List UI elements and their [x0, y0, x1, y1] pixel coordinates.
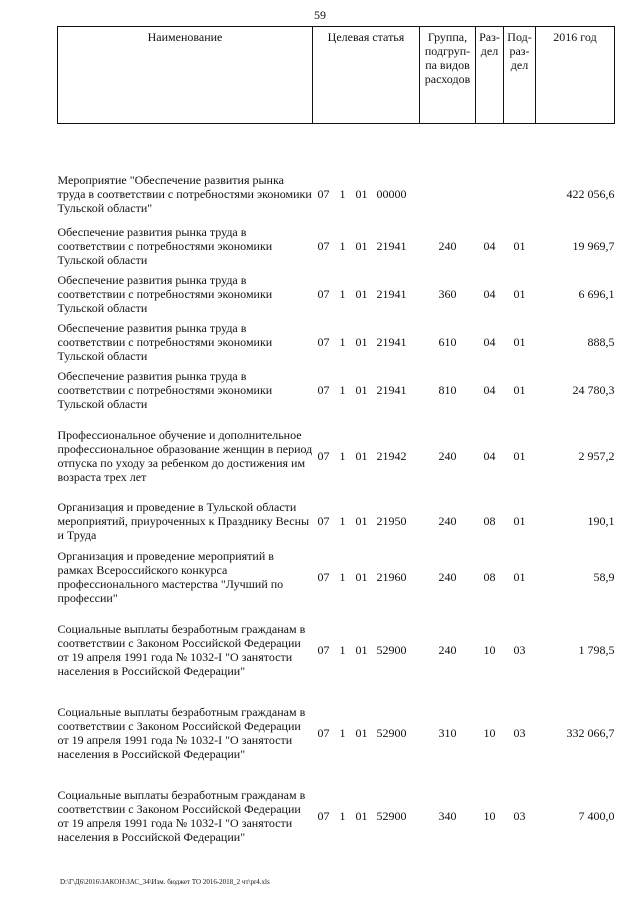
- page-number: 59: [314, 8, 326, 22]
- row-group: 240: [438, 239, 457, 253]
- target-code-part: 21942: [376, 448, 407, 463]
- row-name: Обеспечение развития рынка труда в соответствии с потребностями экономики Тульской области: [57, 321, 273, 363]
- target-code-part: 07: [317, 570, 330, 584]
- row-section: [476, 166, 504, 222]
- target-code-part: 1: [339, 514, 346, 528]
- table-row: [58, 222, 615, 270]
- target-code-part: 01: [355, 808, 368, 823]
- row-target-code: [313, 270, 420, 318]
- row-target-code: [313, 166, 420, 222]
- row-name: Организация и проведение в Тульской области мероприятий, приуроченных к Празднику Весны и Труда: [57, 500, 310, 542]
- table-body: [58, 124, 615, 858]
- row-section: 10: [483, 808, 496, 823]
- target-code-part: 01: [355, 287, 368, 301]
- target-code-part: 1: [339, 570, 346, 584]
- row-name: Мероприятие "Обеспечение развития рынка труда в соответствии с потребностями экономики Тульской области": [57, 173, 312, 215]
- target-code-part: 21960: [376, 570, 407, 584]
- table-row: [58, 166, 615, 222]
- table-row: [58, 609, 615, 691]
- row-amount: 888,5: [587, 335, 615, 349]
- target-code-part: 52900: [376, 725, 407, 740]
- row-amount: 7 400,0: [578, 808, 615, 823]
- row-group: 240: [438, 570, 457, 584]
- target-code-part: 07: [317, 725, 330, 740]
- row-group: 310: [438, 725, 457, 740]
- target-code-part: 01: [355, 570, 368, 584]
- row-amount: 422 056,6: [566, 187, 615, 201]
- row-subsection: 01: [513, 514, 526, 528]
- target-code-part: 52900: [376, 808, 407, 823]
- row-subsection: 03: [513, 808, 526, 823]
- target-code-part: 01: [355, 383, 368, 397]
- row-name: Обеспечение развития рынка труда в соответствии с потребностями экономики Тульской области: [57, 273, 273, 315]
- target-code-part: 1: [339, 448, 346, 463]
- row-section: 04: [483, 383, 496, 397]
- row-group: 240: [438, 643, 457, 657]
- row-section: 04: [483, 335, 496, 349]
- row-amount: 6 696,1: [578, 287, 615, 301]
- row-section: 10: [483, 725, 496, 740]
- row-target-code: [313, 366, 420, 414]
- footer-file-path: D:\Г\Д6\2016\ЗАКОН\ЗАС_34\Изм. бюджет ТО 2016-2018_2 чт\pr4.xls: [60, 878, 270, 886]
- row-section: 10: [483, 643, 496, 657]
- row-name: Социальные выплаты безработным гражданам в соответствии с Законом Российской Федерации от 19 апреля 1991 года № 1032-I "О занятости населения в Российской Федерации": [57, 622, 306, 678]
- target-code-part: 07: [317, 448, 330, 463]
- target-code-part: 01: [355, 187, 368, 201]
- target-code-part: 07: [317, 335, 330, 349]
- target-code-part: 01: [355, 514, 368, 528]
- target-code-part: 1: [339, 383, 346, 397]
- row-section: 04: [483, 287, 496, 301]
- target-code-part: 21941: [376, 335, 407, 349]
- target-code-part: 1: [339, 725, 346, 740]
- target-code-part: 00000: [376, 187, 407, 201]
- row-target-code: [313, 691, 420, 774]
- row-amount: 19 969,7: [572, 239, 615, 253]
- row-amount: 58,9: [593, 570, 615, 584]
- row-name: Профессиональное обучение и дополнительное профессиональное образование женщин в период отпуска по уходу за ребенком до достижения им возраста трех лет: [57, 427, 313, 484]
- row-amount: 2 957,2: [578, 448, 615, 463]
- row-subsection: 01: [513, 335, 526, 349]
- row-section: 08: [483, 570, 496, 584]
- row-section: 08: [483, 514, 496, 528]
- target-code-part: 1: [339, 287, 346, 301]
- row-section: 04: [483, 448, 496, 463]
- row-target-code: [313, 497, 420, 545]
- row-subsection: 03: [513, 643, 526, 657]
- row-amount: 332 066,7: [566, 725, 615, 740]
- header-section: Раз-дел: [476, 27, 504, 124]
- header-group: Группа, подгруп-па видов расходов: [420, 27, 476, 124]
- target-code-part: 21941: [376, 287, 407, 301]
- header-year: 2016 год: [536, 27, 615, 124]
- header-name: Наименование: [58, 27, 313, 124]
- row-name: Обеспечение развития рынка труда в соответствии с потребностями экономики Тульской области: [57, 225, 273, 267]
- row-subsection: 01: [513, 239, 526, 253]
- row-group: 810: [438, 383, 457, 397]
- target-code-part: 21941: [376, 383, 407, 397]
- header-target: Целевая статья: [313, 27, 420, 124]
- table-row: [58, 545, 615, 609]
- row-target-code: [313, 414, 420, 497]
- row-subsection: 01: [513, 570, 526, 584]
- row-amount: 24 780,3: [572, 383, 615, 397]
- row-subsection: 01: [513, 383, 526, 397]
- target-code-part: 01: [355, 239, 368, 253]
- target-code-part: 07: [317, 383, 330, 397]
- row-target-code: [313, 545, 420, 609]
- row-group: 360: [438, 287, 457, 301]
- table-row: [58, 414, 615, 497]
- target-code-part: 1: [339, 187, 346, 201]
- header-spacer: [58, 124, 615, 167]
- row-group: 240: [438, 514, 457, 528]
- row-group: 240: [438, 448, 457, 463]
- target-code-part: 07: [317, 187, 330, 201]
- budget-table: [57, 26, 615, 857]
- row-subsection: [504, 166, 536, 222]
- target-code-part: 07: [317, 239, 330, 253]
- row-name: Обеспечение развития рынка труда в соответствии с потребностями экономики Тульской области: [57, 369, 273, 411]
- row-name: Социальные выплаты безработным гражданам в соответствии с Законом Российской Федерации от 19 апреля 1991 года № 1032-I "О занятости населения в Российской Федерации": [57, 787, 306, 844]
- row-subsection: 03: [513, 725, 526, 740]
- table-row: [58, 366, 615, 414]
- table-row: [58, 270, 615, 318]
- row-target-code: [313, 774, 420, 857]
- row-group: [420, 166, 476, 222]
- header-subsection: Под-раз-дел: [504, 27, 536, 124]
- row-target-code: [313, 318, 420, 366]
- target-code-part: 07: [317, 808, 330, 823]
- table-row: [58, 774, 615, 857]
- row-target-code: [313, 609, 420, 691]
- target-code-part: 01: [355, 448, 368, 463]
- table-row: [58, 497, 615, 545]
- target-code-part: 07: [317, 643, 330, 657]
- target-code-part: 07: [317, 514, 330, 528]
- row-group: 340: [438, 808, 457, 823]
- row-subsection: 01: [513, 287, 526, 301]
- table-header-row: [58, 27, 615, 124]
- target-code-part: 52900: [376, 643, 407, 657]
- target-code-part: 01: [355, 643, 368, 657]
- target-code-part: 01: [355, 725, 368, 740]
- target-code-part: 01: [355, 335, 368, 349]
- row-subsection: 01: [513, 448, 526, 463]
- target-code-part: 1: [339, 808, 346, 823]
- row-name: Социальные выплаты безработным гражданам в соответствии с Законом Российской Федерации от 19 апреля 1991 года № 1032-I "О занятости населения в Российской Федерации": [57, 704, 306, 761]
- target-code-part: 1: [339, 335, 346, 349]
- target-code-part: 21950: [376, 514, 407, 528]
- row-name: Организация и проведение мероприятий в рамках Всероссийского конкурса профессионального мастерства "Лучший по профессии": [57, 549, 284, 605]
- target-code-part: 07: [317, 287, 330, 301]
- target-code-part: 21941: [376, 239, 407, 253]
- row-group: 610: [438, 335, 457, 349]
- row-target-code: [313, 222, 420, 270]
- target-code-part: 1: [339, 643, 346, 657]
- row-section: 04: [483, 239, 496, 253]
- table-row: [58, 318, 615, 366]
- table-row: [58, 691, 615, 774]
- row-amount: 1 798,5: [578, 643, 615, 657]
- target-code-part: 1: [339, 239, 346, 253]
- row-amount: 190,1: [587, 514, 615, 528]
